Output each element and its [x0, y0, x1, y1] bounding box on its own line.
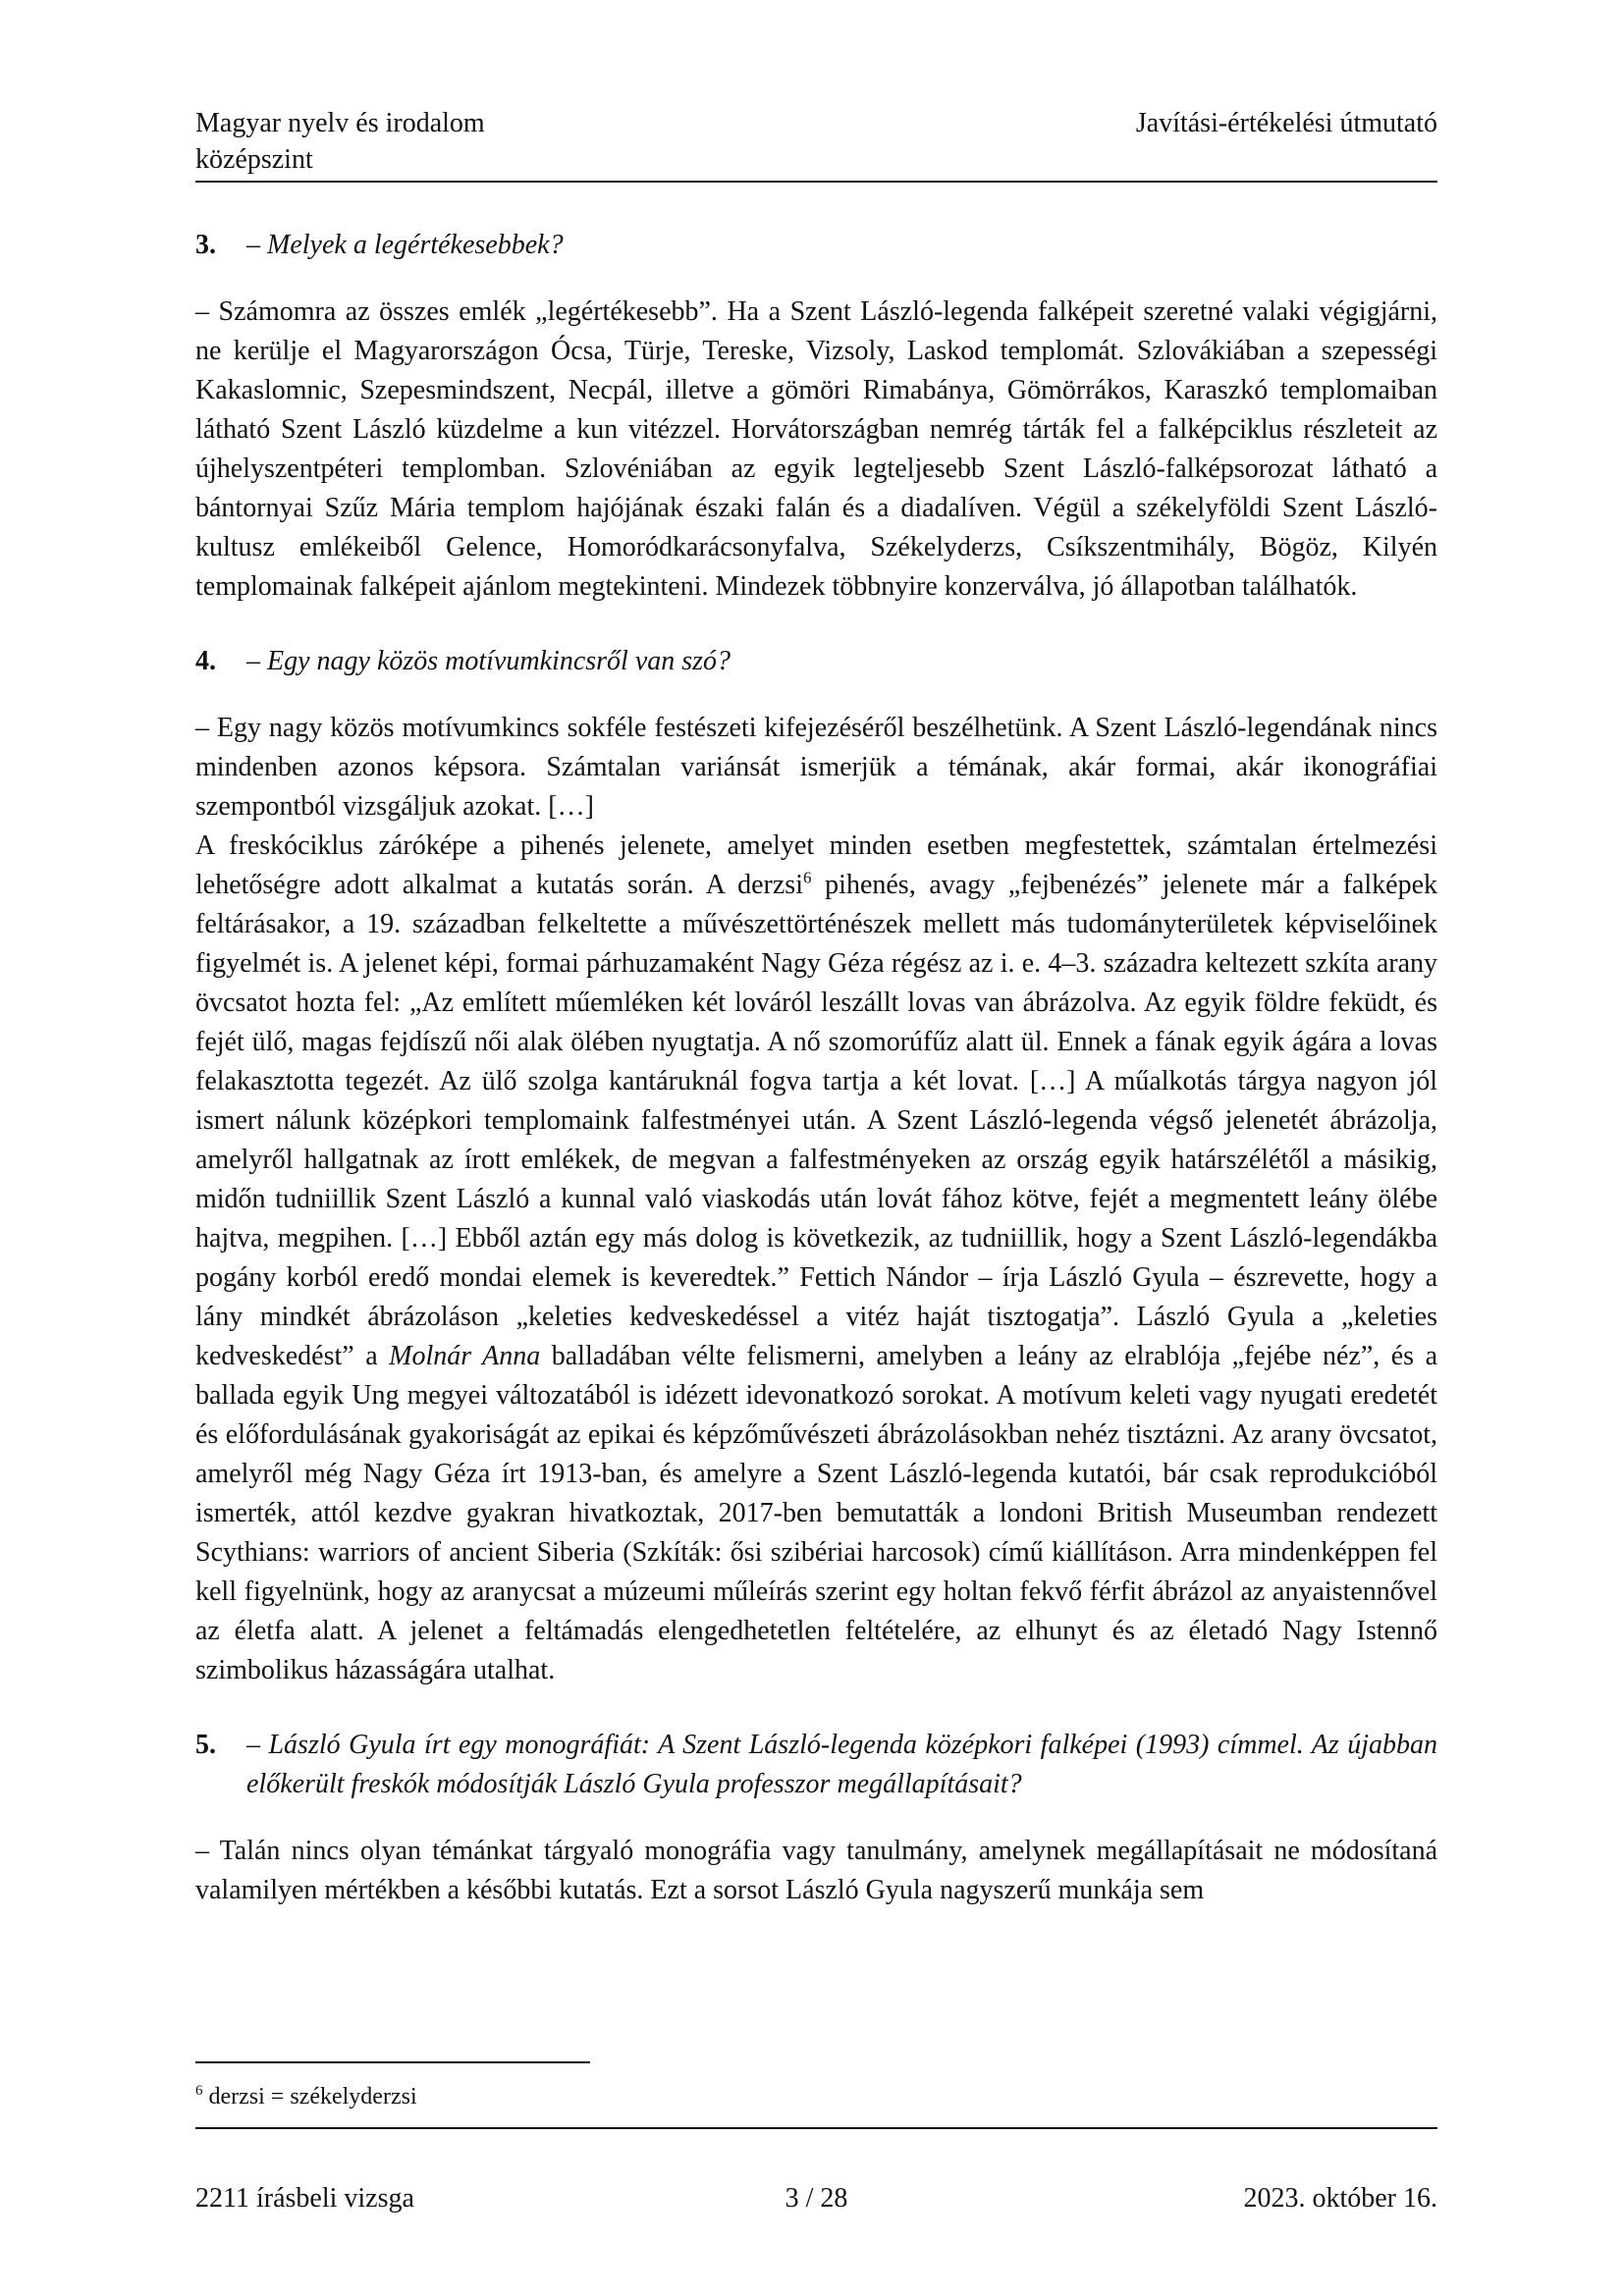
question-text: – Egy nagy közös motívumkincsről van szó? — [246, 646, 731, 676]
answer-text: pihenés, avagy „fejbenézés” jelenete már a falképek feltárásakor, a 19. században felkeltette a művészettörténészek mellett más tudományterületek képviselőinek figyelmét is. A jelenet képi, formai párhuzamaként Nagy Géza régész az i. e. 4–3. századra keltezett szkíta arany övcsatot hozta fel: „Az említett műemléken két lováról leszállt lovas van ábrázolva. Az egyik földre feküdt, és fejét ülő, magas fejdíszű női alak ölében nyugtatja. A nő szomorúfűz alatt ül. Ennek a fának egyik ágára a lovas felakasztotta tegezét. Az ülő szolga kantáruknál fogva tartja a két lovat. […] A műalkotás tárgya nagyon jól ismert nálunk középkori templomaink falfestményei után. A Szent László-legenda végső jelenetét ábrázolja, amelyről hallgatnak az írott emlékek, de megvan a falfestményeken az ország egyik határszélétől a másikig, midőn tudniillik Szent László a kunnal való viaskodás után lovát fához kötve, fejét a megmentett leány ölébe hajtva, megpihen. […] Ebből aztán egy más dolog is következik, az tudniillik, hogy a Szent László-legendákba pogány korból eredő mondai elemek is keveredtek.” Fettich Nándor – írja László Gyula – észrevette, hogy a lány mindkét ábrázoláson „keleties kedveskedéssel a vitéz haját tisztogatja”. László Gyula a „keleties kedveskedést” a — [195, 870, 1437, 1371]
answer-4-paragraph-2 — [195, 827, 1437, 1690]
footnote-number: 6 — [195, 2083, 203, 2099]
ballad-title: Molnár Anna — [389, 1341, 541, 1371]
question-3 — [195, 226, 1437, 265]
question-4 — [195, 642, 1437, 681]
footnote-text: derzsi = székelyderzsi — [202, 2084, 417, 2109]
answer-text: A freskóciklus záróképe a pihenés jelenete, amelyet minden esetben megfestettek, számtalan értelmezési lehetőségre adott alkalmat a kutatás során. A derzsi — [195, 830, 1437, 900]
page-header — [195, 105, 1437, 182]
question-number: 4. — [195, 646, 216, 676]
question-text: – Melyek a legértékesebbek? — [246, 230, 564, 260]
header-subject-line1: Magyar nyelv és irodalom — [195, 108, 485, 138]
footer-page-number: 3 / 28 — [785, 2183, 848, 2214]
header-guide-title: Javítási-értékelési útmutató — [1135, 108, 1437, 138]
footnote-divider — [195, 2061, 590, 2063]
header-divider — [195, 181, 1437, 183]
question-number: 5. — [195, 1730, 216, 1760]
footnote — [195, 2081, 417, 2112]
question-5 — [195, 1726, 1437, 1804]
footer-divider — [195, 2127, 1437, 2129]
header-subject-line2: középszint — [195, 144, 313, 175]
footer-date: 2023. október 16. — [1243, 2183, 1437, 2214]
page-footer — [195, 2181, 1437, 2216]
footnote-reference: 6 — [802, 868, 812, 887]
question-text: – László Gyula írt egy monográfiát: A Szent László-legenda középkori falképei (1993) címmel. Az újabban előkerült freskók módosítják László Gyula professzor megállapításait? — [246, 1730, 1437, 1799]
question-number: 3. — [195, 230, 216, 260]
answer-text: balladában vélte felismerni, amelyben a leány az elrablója „fejébe néz”, és a ballada egyik Ung megyei változatából is idézett idevonatkozó sorokat. A motívum keleti vagy nyugati eredetét és előfordulásának gyakoriságát az epikai és képzőművészeti ábrázolásokban nehéz tisztázni. Az arany övcsatot, amelyről még Nagy Géza írt 1913-ban, és amelyre a Szent László-legenda kutatói, bár csak reprodukcióból ismerték, attól kezdve gyakran hivatkoztak, 2017-ben bemutatták a londoni British Museumban rendezett Scythians: warriors of ancient Siberia (Szkíták: ősi szibériai harcosok) című kiállításon. Arra mindenképpen fel kell figyelnünk, hogy az aranycsat a múzeumi műleírás szerint egy holtan fekvő férfit ábrázol az anyaistennővel az életfa alatt. A jelenet a feltámadás elengedhetetlen feltételére, az elhunyt és az életadó Nagy Istennő szimbolikus házasságára utalhat. — [195, 1341, 1437, 1685]
answer-3: – Számomra az összes emlék „legértékesebb”. Ha a Szent László-legenda falképeit szeretné valaki végigjárni, ne kerülje el Magyarországon Ócsa, Türje, Tereske, Vizsoly, Laskod templomát. Szlovákiában a szepességi Kakaslomnic, Szepesmindszent, Necpál, illetve a gömöri Rimabánya, Gömörrákos, Karaszkó templomaiban látható Szent László küzdelme a kun vitézzel. Horvátországban nemrég tárták fel a falképciklus részleteit az újhelyszentpéteri templomban. Szlovéniában az egyik legteljesebb Szent László-falképsorozat látható a bántornyai Szűz Mária templom hajójának északi falán és a diadalíven. Végül a székelyföldi Szent László-kultusz emlékeiből Gelence, Homoródkarácsonyfalva, Székelyderzs, Csíkszentmihály, Bögöz, Kilyén templomainak falképeit ajánlom megtekinteni. Mindezek többnyire konzerválva, jó állapotban találhatók. — [195, 296, 1437, 602]
answer-4-paragraph-1: – Egy nagy közös motívumkincs sokféle festészeti kifejezéséről beszélhetünk. A Szent László-legendának nincs mindenben azonos képsora. Számtalan variánsát ismerjük a témának, akár formai, akár ikonográfiai szempontból vizsgáljuk azokat. […] — [195, 713, 1437, 822]
footer-exam: 2211 írásbeli vizsga — [195, 2183, 414, 2214]
answer-5: – Talán nincs olyan témánkat tárgyaló monográfia vagy tanulmány, amelynek megállapításait ne módosítaná valamilyen mértékben a későbbi kutatás. Ezt a sorsot László Gyula nagyszerű munkája sem — [195, 1836, 1437, 1905]
main-content — [195, 226, 1437, 1910]
header-subject — [195, 105, 485, 178]
